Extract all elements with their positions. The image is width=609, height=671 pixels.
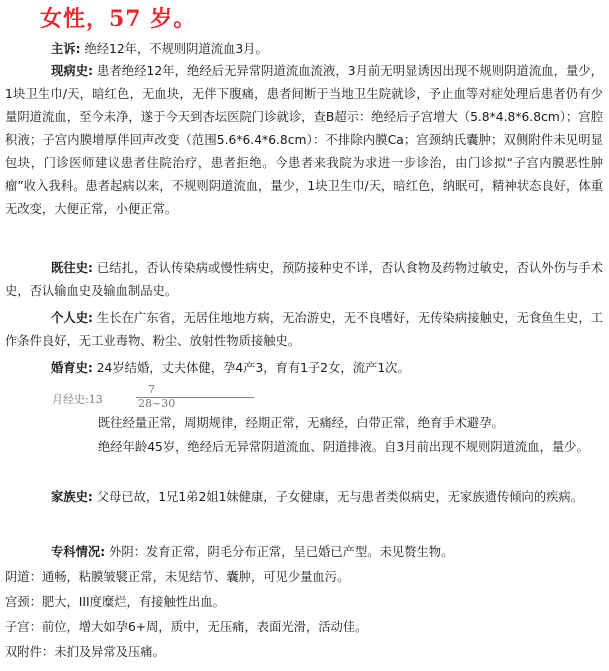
specialist-findings [5,541,603,564]
family-history-text: 父母已故，1兄1弟2姐1妹健康，子女健康，无与患者类似病史，无家族遗传倾向的疾病。 [96,490,584,504]
specialist-adnexa: 双附件：未扪及异常及压痛。 [5,645,165,659]
personal-history-label: 个人史: [51,311,93,325]
menstrual-cycle: 28~30 [138,397,176,410]
menstrual-detail-2: 绝经年龄45岁，绝经后无异常阴道流血、阴道排液。自3月前出现不规则阴道流血，量少。 [98,440,589,454]
personal-history [5,307,603,353]
chief-complaint [5,38,603,61]
specialist-uterus: 子宫：前位，增大如孕6+周，质中，无压痛，表面光滑，活动佳。 [5,620,368,634]
past-history-label: 既往史: [51,261,93,275]
marital-history [5,357,603,380]
past-history [5,257,603,303]
chief-complaint-text: 绝经12年，不规则阴道流血3月。 [84,42,268,56]
patient-title: 女性，57 岁。 [40,6,197,32]
personal-history-text: 生长在广东省，无居住地地方病，无冶游史，无不良嗜好，无传染病接触史，无食鱼生史，工作条件良好，无工业毒物、粉尘、放射性物质接触史。 [5,311,603,348]
present-illness-label: 现病史: [51,64,94,78]
menstrual-days: 7 [148,383,155,396]
specialist-label: 专科情况: [51,545,106,559]
chief-complaint-label: 主诉: [51,42,81,56]
specialist-vagina: 阴道：通畅，粘膜皱襞正常，未见结节、囊肿，可见少量血污。 [5,570,350,584]
specialist-cervix: 宫颈：肥大，III度糜烂，有接触性出血。 [5,595,225,609]
marital-history-text: 24岁结婚，丈夫体健，孕4产3，育有1子2女，流产1次。 [96,361,410,375]
specialist-vulva: 外阴：发育正常，阴毛分布正常，呈已婚已产型。未见赘生物。 [109,545,454,559]
past-history-text: 已结扎，否认传染病或慢性病史，预防接种史不详，否认食物及药物过敏史，否认外伤与手术史，否认输血史及输血制品史。 [5,261,603,298]
marital-history-label: 婚育史: [51,361,93,375]
family-history [5,486,603,509]
menarche-age: 13 [88,393,103,406]
present-illness [5,60,603,221]
menstrual-formula [52,385,252,411]
family-history-label: 家族史: [51,490,93,504]
menstrual-label: 月经史:13 [52,393,103,406]
present-illness-text: 患者绝经12年，绝经后无异常阴道流血流液，3月前无明显诱因出现不规则阴道流血，量少，1块卫生巾/天，暗红色，无血块，无伴下腹痛，患者间断于当地卫生院就诊，予止血等对症处理后患者仍有少量阴道流血，至今未净，遂于今天到杏坛医院门诊就诊，查B超示：绝经后子宫增大（5.8*4.8*6.8cm）；宫腔积液；子宫内膜增厚伴回声改变（范围5.6*6.4*6.8cm）：不排除内膜Ca；宫颈纳氏囊肿；双侧附件未见明显包块，门诊医师建议患者住院治疗，患者拒绝。今患者来我院为求进一步诊治，由门诊拟“子宫内膜恶性肿瘤”收入我科。患者起病以来，不规则阴道流血，量少，1块卫生巾/天，暗红色，纳眠可，精神状态良好，体重无改变，大便正常，小便正常。 [5,64,604,216]
menstrual-detail-1: 既往经量正常，周期规律，经期正常，无痛经，白带正常，绝育手术避孕。 [98,416,504,430]
